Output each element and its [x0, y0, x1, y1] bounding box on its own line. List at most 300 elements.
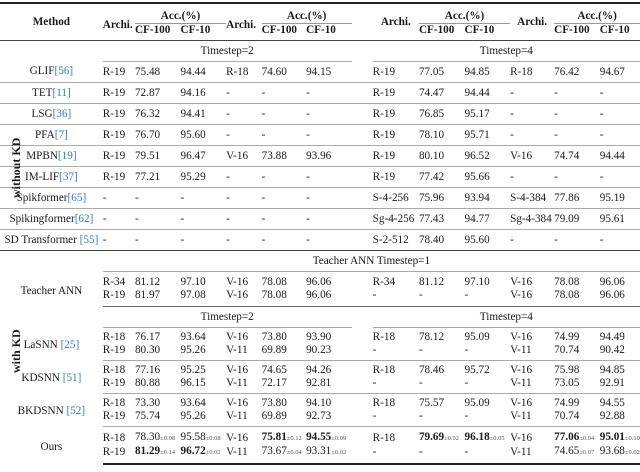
column-header-acc: Acc.(%): [135, 3, 226, 24]
archi-cell: V-11: [510, 445, 554, 464]
acc-cf10-cell: [306, 427, 352, 446]
column-header-cf100: CF-100: [554, 24, 590, 36]
spacer-cell: [352, 394, 373, 411]
acc-cf100-cell: -: [262, 125, 306, 146]
spacer-cell: [352, 344, 373, 361]
acc-cf10-cell: 96.06: [600, 289, 640, 307]
archi-cell: R-19: [373, 125, 419, 146]
acc-cf10-cell: 95.61: [600, 209, 640, 230]
acc-cf100-cell: 76.70: [135, 125, 181, 146]
method-name: [0, 394, 103, 427]
spacer-cell: [352, 104, 373, 125]
archi-cell: V-16: [510, 431, 533, 444]
acc-cf100-cell: 76.42: [554, 62, 600, 83]
acc-cf10-cell: -: [181, 188, 227, 209]
archi-cell: -: [373, 344, 419, 361]
acc-cf100-cell: 70.74: [554, 344, 600, 361]
acc-cf100-cell: -: [262, 104, 306, 125]
acc-cf10-cell: -: [600, 83, 640, 104]
column-header-acc: Acc.(%): [554, 3, 640, 24]
acc-cf100-cell: -: [419, 344, 465, 361]
acc-value: 74.65: [554, 445, 580, 457]
acc-cf100-cell: [135, 445, 181, 464]
archi-cell: R-18: [226, 62, 262, 83]
acc-cf10-cell: 96.15: [181, 377, 227, 394]
spacer-cell: [352, 83, 373, 104]
archi-cell: R-18: [372, 431, 396, 444]
acc-cf10-cell: -: [465, 377, 511, 394]
archi-cell: R-19: [103, 83, 135, 104]
acc-cf10-cell: 95.17: [465, 104, 511, 125]
acc-value: 93.31: [306, 445, 332, 457]
archi-cell: R-19: [103, 167, 135, 188]
acc-cf100-cell: 79.09: [554, 209, 600, 230]
acc-cf100-cell: 78.08: [262, 289, 306, 307]
acc-cf10-cell: 90.42: [600, 344, 640, 361]
acc-cf100-cell: 73.88: [262, 146, 306, 167]
table-row: [0, 83, 640, 104]
citation-link[interactable]: [11]: [52, 86, 71, 99]
acc-cf10-cell: 95.09: [464, 331, 490, 343]
archi-cell: V-16: [510, 146, 554, 167]
archi-cell: R-19: [103, 289, 135, 307]
acc-cf10-cell: -: [306, 230, 352, 251]
spacer-cell: [352, 377, 373, 394]
archi-cell: -: [226, 209, 262, 230]
acc-value: 73.67: [261, 445, 287, 457]
acc-cf10-cell: 95.19: [600, 188, 640, 209]
acc-cf100-cell: [419, 427, 465, 446]
std-dev: ±0.02: [624, 449, 640, 456]
archi-cell: R-19: [373, 62, 419, 83]
archi-cell: R-19: [103, 146, 135, 167]
citation-link[interactable]: [37]: [59, 170, 78, 183]
table-row: [0, 328, 640, 345]
acc-cf100-cell: 74.74: [554, 146, 600, 167]
acc-cf100-cell: 77.42: [419, 167, 465, 188]
archi-cell: R-19: [103, 445, 135, 464]
acc-cf100-cell: [262, 445, 306, 464]
method-name: [0, 209, 103, 230]
acc-cf100-cell: 76.85: [419, 104, 465, 125]
acc-cf100-cell: -: [135, 230, 181, 251]
archi-cell: R-19: [103, 344, 135, 361]
archi-cell: R-19: [373, 83, 419, 104]
table-row-ours: [0, 427, 640, 446]
method-name: [0, 62, 103, 83]
table-row: [0, 167, 640, 188]
acc-cf10-cell: -: [306, 188, 352, 209]
acc-cf10-cell: -: [465, 289, 511, 307]
acc-cf10-cell: -: [465, 344, 511, 361]
acc-cf10-cell: 94.41: [181, 104, 227, 125]
archi-cell: -: [510, 104, 554, 125]
acc-value: 77.06: [554, 431, 580, 443]
column-header-archi: Archi.: [380, 15, 411, 28]
citation-link[interactable]: [19]: [57, 149, 77, 162]
std-dev: ±0.04: [286, 449, 302, 456]
acc-cf100-cell: [262, 427, 306, 446]
acc-cf100-cell: 78.08: [261, 276, 287, 288]
method-label: IM-LIF: [24, 170, 60, 183]
method-name: [0, 272, 103, 307]
acc-cf100-cell: 77.86: [554, 188, 600, 209]
archi-cell: V-11: [510, 410, 554, 427]
citation-link[interactable]: [56]: [54, 65, 74, 78]
method-label: SD Transformer: [4, 233, 80, 246]
acc-cf10-cell: 94.26: [306, 364, 332, 376]
spacer-cell: [352, 125, 373, 146]
method-label: MPBN: [26, 149, 58, 162]
acc-cf10-cell: 95.60: [181, 125, 227, 146]
spacer-cell: [352, 427, 373, 446]
acc-cf100-cell: 78.10: [419, 125, 465, 146]
acc-cf100-cell: 81.97: [135, 289, 181, 307]
method-label: KDSNN: [21, 372, 63, 384]
acc-cf100-cell: 69.89: [262, 410, 306, 427]
acc-cf10-cell: 95.66: [465, 167, 511, 188]
acc-cf10-cell: -: [181, 209, 227, 230]
acc-cf10-cell: [465, 427, 511, 446]
acc-cf100-cell: 72.17: [262, 377, 306, 394]
acc-value: 75.81: [261, 431, 287, 443]
acc-cf10-cell: -: [306, 167, 352, 188]
spacer-cell: [352, 167, 373, 188]
method-label: LSG: [31, 107, 53, 120]
acc-cf10-cell: -: [600, 104, 640, 125]
archi-cell: S-4-384: [510, 188, 554, 209]
table-row: [0, 188, 640, 209]
acc-cf10-cell: 93.90: [306, 331, 332, 343]
acc-cf10-cell: 97.08: [181, 289, 227, 307]
std-dev: ±0.05: [489, 435, 505, 442]
acc-cf10-cell: 96.06: [599, 276, 625, 288]
spacer-cell: [0, 251, 103, 272]
archi-cell: V-11: [510, 377, 554, 394]
archi-cell: V-11: [226, 445, 262, 464]
archi-cell: S-4-256: [373, 188, 419, 209]
archi-cell: R-19: [103, 410, 135, 427]
acc-cf10-cell: 95.26: [181, 344, 227, 361]
table-row: [0, 104, 640, 125]
acc-cf10-cell: 90.23: [306, 344, 352, 361]
acc-cf100-cell: 78.12: [418, 331, 445, 343]
archi-cell: R-18: [372, 331, 396, 343]
acc-cf10-cell: 96.06: [306, 289, 352, 307]
archi-cell: R-18: [372, 397, 396, 409]
acc-cf10-cell: [306, 445, 352, 464]
column-header-acc: Acc.(%): [262, 3, 352, 24]
archi-cell: R-19: [373, 104, 419, 125]
acc-cf10-cell: [600, 427, 640, 446]
method-label: BKDSNN: [17, 405, 67, 417]
acc-cf100-cell: 78.40: [419, 230, 465, 251]
column-header-cf10: CF-100: [261, 24, 298, 36]
archi-cell: R-34: [102, 276, 126, 288]
spacer-cell: [352, 62, 373, 83]
table-caption-cutoff: [0, 466, 640, 472]
acc-cf10-cell: 94.16: [181, 83, 227, 104]
archi-cell: S-2-512: [373, 230, 419, 251]
spacer-cell: [352, 3, 373, 24]
acc-cf100-cell: -: [554, 167, 600, 188]
table-row: [0, 272, 640, 290]
group-label-with-kd: with KD: [9, 329, 23, 373]
citation-link[interactable]: [36]: [52, 107, 72, 120]
archi-cell: Sg-4-256: [373, 209, 419, 230]
archi-cell: -: [510, 83, 554, 104]
acc-cf10-cell: -: [181, 230, 227, 251]
archi-cell: R-18: [510, 62, 554, 83]
spacer-cell: [0, 41, 103, 62]
method-name: [0, 83, 103, 104]
archi-cell: V-11: [226, 410, 262, 427]
citation-link[interactable]: [52]: [66, 405, 86, 417]
archi-cell: -: [226, 104, 262, 125]
acc-cf100-cell: 78.08: [554, 289, 600, 307]
spacer-cell: [352, 230, 373, 251]
acc-cf100-cell: [554, 427, 600, 446]
archi-cell: -: [226, 83, 262, 104]
spacer-cell: [352, 328, 373, 345]
acc-value: -: [464, 445, 469, 458]
spacer-cell: [352, 445, 373, 464]
archi-cell: R-19: [103, 62, 135, 83]
acc-cf10-cell: 93.94: [465, 188, 511, 209]
table-row: [0, 394, 640, 411]
acc-cf10-cell: -: [306, 83, 352, 104]
method-label: Teacher ANN: [20, 284, 83, 297]
std-dev: ±0.02: [331, 449, 347, 456]
acc-cf100-cell: -: [419, 289, 465, 307]
acc-cf10-cell: 94.77: [465, 209, 511, 230]
acc-cf100-cell: 74.65: [261, 364, 287, 376]
acc-cf100-cell: 72.87: [135, 83, 181, 104]
std-dev: ±0.08: [160, 435, 176, 442]
archi-cell: R-18: [102, 364, 126, 376]
acc-cf100-cell: 73.05: [554, 377, 600, 394]
acc-cf10-cell: 95.72: [464, 364, 490, 376]
acc-cf100-cell: 75.74: [135, 410, 181, 427]
archi-cell: -: [103, 188, 135, 209]
acc-value: 96.18: [464, 431, 490, 443]
acc-cf100-cell: -: [262, 230, 306, 251]
method-name: [0, 427, 103, 465]
table-row: [0, 230, 640, 251]
std-dev: ±0.07: [579, 449, 595, 456]
acc-cf100-cell: -: [554, 125, 600, 146]
acc-cf10-cell: 97.10: [180, 276, 206, 288]
acc-cf10-cell: 92.88: [600, 410, 640, 427]
section-label-timestep: Timestep=2: [103, 307, 352, 328]
acc-cf100-cell: 75.57: [418, 397, 445, 409]
archi-cell: V-16: [226, 146, 262, 167]
archi-cell: -: [226, 125, 262, 146]
archi-cell: V-16: [226, 331, 249, 343]
acc-cf10-cell: -: [600, 167, 640, 188]
acc-cf100-cell: 70.74: [554, 410, 600, 427]
column-header-cf100: CF-100: [134, 24, 171, 36]
acc-value: 94.55: [306, 431, 332, 443]
acc-cf10-cell: 96.47: [181, 146, 227, 167]
archi-cell: V-11: [510, 344, 554, 361]
std-dev: ±0.14: [160, 449, 176, 456]
acc-cf10-cell: 96.52: [465, 146, 511, 167]
column-header-cf100: CF-100: [418, 24, 455, 36]
column-header-archi: Archi.: [102, 18, 133, 31]
archi-cell: -: [226, 230, 262, 251]
acc-cf100-cell: -: [135, 209, 181, 230]
archi-cell: -: [510, 167, 554, 188]
archi-cell: -: [510, 125, 554, 146]
acc-cf100-cell: 75.48: [135, 62, 181, 83]
acc-cf10-cell: -: [306, 104, 352, 125]
acc-cf100-cell: 77.21: [135, 167, 181, 188]
acc-cf10-cell: 95.26: [181, 410, 227, 427]
acc-cf10-cell: 96.06: [306, 276, 332, 288]
citation-link[interactable]: [55]: [79, 233, 99, 246]
citation-link[interactable]: [7]: [54, 128, 68, 141]
acc-cf10-cell: 94.49: [599, 331, 625, 343]
acc-cf100-cell: -: [262, 83, 306, 104]
spacer-cell: [352, 146, 373, 167]
acc-cf10-cell: 94.15: [306, 62, 352, 83]
archi-cell: R-18: [372, 364, 396, 376]
acc-cf10-cell: [181, 445, 227, 464]
citation-link[interactable]: [62]: [74, 212, 94, 225]
section-label-timestep: Timestep=4: [373, 41, 640, 62]
acc-cf100-cell: -: [262, 209, 306, 230]
archi-cell: V-16: [226, 364, 249, 376]
archi-cell: R-18: [102, 397, 126, 409]
column-header-cf10: CF-10: [464, 24, 495, 36]
archi-cell: R-19: [103, 104, 135, 125]
acc-cf100-cell: -: [419, 377, 465, 394]
archi-cell: Sg-4-384: [510, 209, 554, 230]
column-header-cf100: CF-10: [180, 24, 211, 36]
archi-cell: -: [373, 410, 419, 427]
spacer-cell: [352, 361, 373, 378]
acc-cf10-cell: -: [600, 230, 640, 251]
column-header-acc: Acc.(%): [419, 3, 510, 24]
acc-cf100-cell: -: [554, 104, 600, 125]
acc-cf10-cell: 94.10: [306, 397, 332, 409]
acc-cf100-cell: -: [262, 188, 306, 209]
acc-cf10-cell: 94.67: [600, 62, 640, 83]
citation-link[interactable]: [25]: [60, 339, 80, 351]
section-label-timestep: Timestep=2: [103, 41, 352, 62]
table-row: [0, 146, 640, 167]
acc-cf10-cell: 95.29: [181, 167, 227, 188]
acc-cf10-cell: 94.44: [465, 83, 511, 104]
archi-cell: R-19: [103, 125, 135, 146]
archi-cell: V-16: [226, 289, 262, 307]
acc-cf100-cell: 73.80: [261, 397, 287, 409]
acc-cf10-cell: 92.91: [600, 377, 640, 394]
archi-cell: R-19: [373, 146, 419, 167]
acc-cf10-cell: -: [465, 410, 511, 427]
column-header-cf10: CF-10: [306, 24, 336, 36]
acc-cf10-cell: -: [306, 209, 352, 230]
citation-link[interactable]: [65]: [67, 191, 87, 204]
acc-cf10-cell: [600, 445, 640, 464]
acc-value: 95.58: [180, 431, 206, 443]
archi-cell: -: [373, 289, 419, 307]
acc-cf100-cell: 77.05: [419, 62, 465, 83]
acc-cf100-cell: 76.17: [134, 331, 161, 343]
acc-cf100-cell: 73.30: [134, 397, 161, 409]
acc-value: 81.29: [134, 445, 161, 457]
citation-link[interactable]: [51]: [62, 372, 82, 384]
acc-cf10-cell: 95.71: [465, 125, 511, 146]
acc-cf10-cell: 92.73: [306, 410, 352, 427]
acc-cf100-cell: 73.80: [261, 331, 287, 343]
acc-cf100-cell: [419, 445, 465, 464]
acc-cf10-cell: 94.44: [181, 62, 227, 83]
method-label: Ours: [40, 440, 63, 453]
spacer-cell: [0, 307, 103, 328]
results-table: [0, 2, 640, 465]
std-dev: ±0.02: [444, 435, 460, 442]
acc-cf10-cell: 94.85: [599, 364, 625, 376]
method-label: Spikingformer: [9, 212, 75, 225]
archi-cell: -: [103, 230, 135, 251]
acc-cf100-cell: 78.08: [554, 276, 580, 288]
spacer-cell: [352, 289, 373, 307]
table-row: [0, 209, 640, 230]
archi-cell: V-16: [510, 331, 533, 343]
acc-cf10-cell: 94.44: [600, 146, 640, 167]
archi-cell: V-16: [510, 276, 533, 288]
archi-cell: -: [510, 230, 554, 251]
acc-cf100-cell: [554, 445, 600, 464]
acc-cf100-cell: 75.98: [554, 364, 580, 376]
acc-cf100-cell: 80.30: [135, 344, 181, 361]
acc-cf100-cell: 78.46: [418, 364, 445, 376]
std-dev: ±0.04: [579, 435, 595, 442]
acc-cf100-cell: 81.12: [418, 276, 445, 288]
acc-cf10-cell: 92.81: [306, 377, 352, 394]
archi-cell: -: [226, 188, 262, 209]
acc-cf10-cell: -: [306, 125, 352, 146]
method-label: LaSNN: [23, 339, 61, 351]
acc-cf10-cell: 95.09: [464, 397, 490, 409]
acc-cf100-cell: 80.88: [135, 377, 181, 394]
acc-cf100-cell: 81.12: [134, 276, 161, 288]
method-name: [0, 230, 103, 251]
archi-cell: -: [373, 377, 419, 394]
archi-cell: R-18: [102, 431, 126, 444]
std-dev: ±0.10: [624, 435, 640, 442]
acc-cf100-cell: -: [135, 188, 181, 209]
acc-cf100-cell: 77.43: [419, 209, 465, 230]
std-dev: ±0.12: [286, 435, 302, 442]
table-row: [0, 361, 640, 378]
method-label: GLIF: [29, 65, 55, 78]
acc-cf10-cell: -: [600, 125, 640, 146]
acc-cf100-cell: 76.32: [135, 104, 181, 125]
archi-cell: V-11: [226, 377, 262, 394]
spacer-cell: [352, 24, 373, 41]
acc-cf10-cell: 94.55: [599, 397, 625, 409]
spacer-cell: [352, 272, 373, 290]
spacer-cell: [352, 307, 373, 328]
acc-cf10-cell: [181, 427, 227, 446]
acc-cf100-cell: 80.10: [419, 146, 465, 167]
method-label: Spikformer: [16, 191, 68, 204]
spacer-cell: [352, 410, 373, 427]
method-name: [0, 104, 103, 125]
